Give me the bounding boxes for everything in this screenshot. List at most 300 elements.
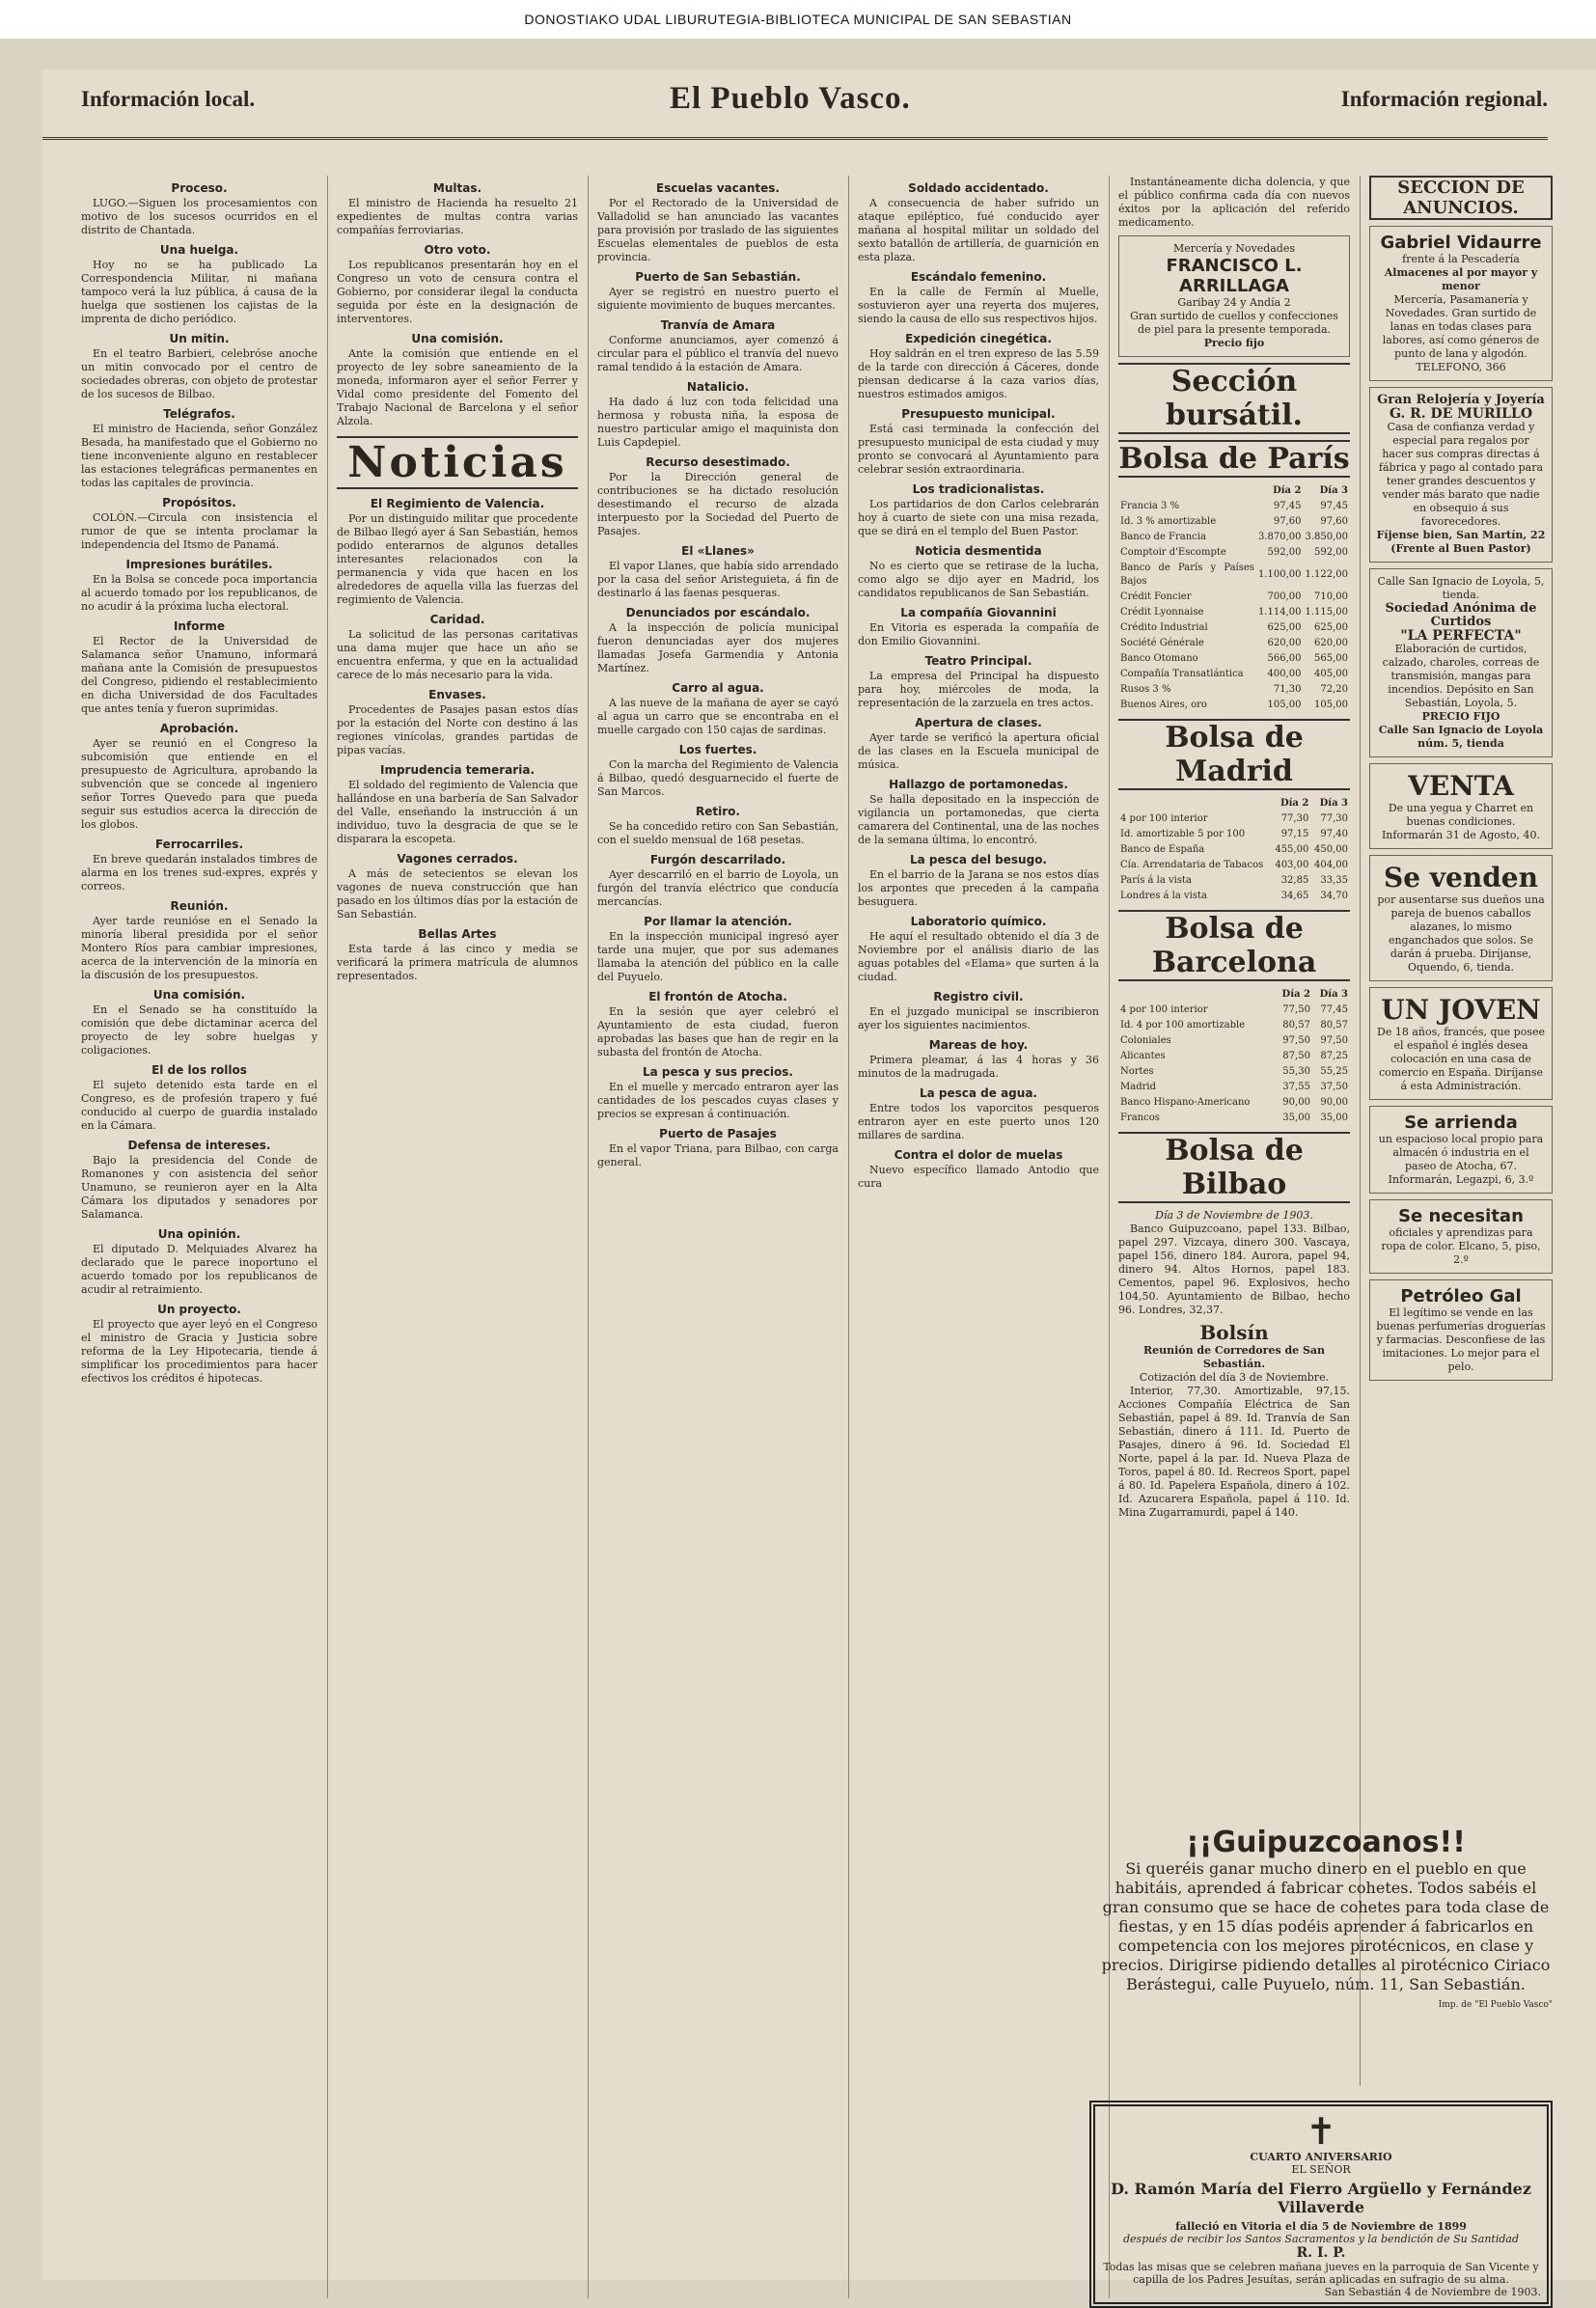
article-text: El vapor Llanes, que había sido arrendado por la casa del señor Aristeguieta, á fin de destinarlo á las faenas pesqueras. — [597, 560, 839, 599]
table-cell: 1.100,00 — [1257, 569, 1302, 580]
table-cell: 90,00 — [1320, 1097, 1348, 1108]
article-heading: Proceso. — [171, 181, 228, 195]
ad-vidaurre-sub: frente á la Pescadería — [1402, 253, 1520, 265]
table-cell: 97,15 — [1280, 829, 1309, 839]
table-cell: 97,50 — [1282, 1035, 1310, 1046]
article-text: En breve quedarán instalados timbres de alarma en los trenes sud-expres, exprés y correos. — [81, 853, 317, 893]
table-header-cell: Día 3 — [1319, 485, 1348, 496]
table-cell: Crédit Foncier — [1120, 591, 1192, 602]
table-cell: 35,00 — [1282, 1113, 1310, 1123]
table-cell: Alicantes — [1120, 1051, 1166, 1061]
bolsa-bilbao-text: Banco Guipuzcoano, papel 133. Bilbao, papel 297. Vizcaya, dinero 300. Vascaya, papel 156, dinero 184. Aurora, papel 94, dinero 94. Altos Hornos, papel 183. Cementos, papel 96. Explosivos, hecho 104,50. Ayuntamiento de Bilbao, hecho 96. Londres, 32,37. — [1118, 1223, 1350, 1316]
ad-murillo-name: G. R. DE MURILLO — [1389, 406, 1533, 422]
article-text: En el Senado se ha constituído la comisión que debe dictaminar acerca del proyecto de ley sobre huelgas y coligaciones. — [81, 1003, 317, 1057]
article-text: En el barrio de la Jarana se nos estos días los arpontes que preceden á la campaña besuguera. — [858, 868, 1099, 908]
article-text: Conforme anunciamos, ayer comenzó á circular para el público el tranvía del nuevo ramal tendido á la estación de Amara. — [597, 334, 839, 373]
guipuzcoanos-ad — [1099, 1826, 1553, 2086]
article-heading: Vagones cerrados. — [397, 852, 518, 866]
article-text: Está casi terminada la confección del presupuesto municipal de esta ciudad y muy pronto se convocará al Ayuntamiento para celebrar sesión extraordinaria. — [858, 423, 1099, 476]
table-cell: Nortes — [1120, 1066, 1154, 1077]
ad-se-arrienda — [1369, 1106, 1553, 1194]
table-row — [1118, 889, 1350, 904]
obituary-notice — [1089, 2101, 1553, 2308]
table-row — [1118, 620, 1350, 636]
bolsa-barcelona-heading: Bolsa de Barcelona — [1118, 910, 1350, 981]
table-cell: Banco de Francia — [1120, 532, 1206, 542]
table-cell: 97,45 — [1273, 501, 1302, 511]
table-header-cell: Día 3 — [1319, 989, 1348, 1000]
table-cell: 32,85 — [1280, 875, 1309, 886]
column-4 — [858, 176, 1099, 2279]
article-heading: El «Llanes» — [681, 544, 755, 558]
ad-merceria — [1118, 235, 1350, 357]
ad-murillo-address: Fíjense bien, San Martín, 22 (Frente al Buen Pastor) — [1376, 529, 1546, 555]
article-heading: Retiro. — [696, 805, 740, 818]
table-cell: 97,45 — [1320, 501, 1348, 511]
table-cell: 34,70 — [1320, 891, 1348, 901]
table-cell: 33,35 — [1320, 875, 1348, 886]
ad-merceria-address: Garibay 24 y Andía 2 — [1177, 296, 1291, 309]
cross-icon: ✝ — [1306, 2110, 1336, 2153]
article-text: El soldado del regimiento de Valencia que hallándose en una barbería de San Salvador del Valle, enseñando la instrucción á un individuo, tuvo la desgracia de que se le disparara la escopeta. — [337, 779, 578, 845]
ad-venta-title: VENTA — [1408, 770, 1514, 802]
article-heading: Una comisión. — [152, 988, 246, 1002]
article-text: Ayer se registró en nuestro puerto el siguiente movimiento de buques mercantes. — [597, 286, 839, 312]
column-2 — [337, 176, 578, 2279]
column-5 — [1118, 176, 1350, 2028]
table-cell: 105,00 — [1267, 700, 1302, 710]
article-heading: Expedición cinegética. — [905, 332, 1052, 345]
article-text: A las nueve de la mañana de ayer se cayó al agua un carro que se encontraba en el muelle cargado con 150 cajas de sardinas. — [597, 697, 839, 736]
article-heading: Por llamar la atención. — [644, 915, 792, 928]
table-cell: 4 por 100 interior — [1120, 813, 1208, 824]
imprenta-credit: Imp. de "El Pueblo Vasco" — [1438, 2000, 1553, 2010]
table-cell: Id. amortizable 5 por 100 — [1120, 829, 1246, 839]
article-text: Procedentes de Pasajes pasan estos días por la estación del Norte con destino á las regiones vinícolas, grandes partidas de pipas vacías. — [337, 703, 578, 756]
table-cell: 700,00 — [1267, 591, 1302, 602]
article-text: En el muelle y mercado entraron ayer las cantidades de los pescados cuyas clases y precios se expresan á continuación. — [597, 1081, 839, 1120]
article-text: No es cierto que se retirase de la lucha, como algo se dijo ayer en Madrid, los candidatos republicanos de San Sebastián. — [858, 560, 1099, 599]
table-header-cell: Día 2 — [1280, 798, 1309, 809]
ad-vidaurre-line: Almacenes al por mayor y menor — [1384, 266, 1538, 292]
table-cell: 77,30 — [1280, 813, 1309, 824]
table-cell: 4 por 100 interior — [1120, 1004, 1208, 1015]
column-rule — [327, 176, 328, 2298]
table-row — [1118, 530, 1350, 545]
table-cell: 77,30 — [1320, 813, 1348, 824]
table-cell: 105,00 — [1314, 700, 1348, 710]
guipuzcoanos-text: Si queréis ganar mucho dinero en el pueblo en que habitáis, aprended á fabricar cohetes. Todos sabéis el gran consumo que se hace de cohetes para toda clase de fiestas, y en 15 días podéis aprender á fabricarlos en competencia con los mejores pirotécnicos, en clase y precios. Dirigirse pidiendo detalles al pirotécnico Ciriaco Berástegui, calle Puyuelo, núm. 11, San Sebastián. — [1101, 1859, 1551, 1993]
table-cell: París á la vista — [1120, 875, 1192, 886]
article-text: En la sesión que ayer celebró el Ayuntamiento de esta ciudad, fueron aprobadas las bases que han de regir en la subasta del frontón de Atocha. — [597, 1005, 839, 1058]
table-cell: 1.114,00 — [1257, 607, 1302, 618]
article-heading: Furgón descarrilado. — [649, 853, 786, 866]
table-cell: Banco Otomano — [1120, 653, 1198, 664]
obit-died: falleció en Vitoria el día 5 de Noviembre de 1899 — [1175, 2220, 1467, 2233]
article-text: La empresa del Principal ha dispuesto para hoy, miércoles de moda, la representación de la zarzuela en tres actos. — [858, 670, 1099, 709]
table-cell: 450,00 — [1314, 844, 1348, 855]
table-row — [1118, 1111, 1350, 1126]
table-row — [1118, 1080, 1350, 1095]
table-row — [1118, 1018, 1350, 1033]
article-text: Ayer se reunió en el Congreso la subcomisión que entiende en el presupuesto de Agricultura, aprobando la subvención que se concede al ingeniero señor Torres Quevedo para que pueda seguir sus estudios acerca la dirección de los globos. — [81, 737, 317, 831]
article-heading: Denunciados por escándalo. — [625, 606, 811, 619]
table-cell: 37,50 — [1320, 1082, 1348, 1092]
table-row — [1118, 514, 1350, 530]
table-cell: 403,00 — [1275, 860, 1309, 870]
article-heading: Laboratorio químico. — [910, 915, 1047, 928]
table-cell: 55,25 — [1320, 1066, 1348, 1077]
article-heading: Otro voto. — [424, 243, 491, 257]
article-heading: Envases. — [428, 688, 486, 701]
article-heading: Apertura de clases. — [915, 716, 1042, 729]
ad-merceria-text: Gran surtido de cuellos y confecciones de piel para la presente temporada. — [1130, 310, 1338, 336]
table-cell: 80,57 — [1320, 1020, 1348, 1030]
article-text: Ha dado á luz con toda felicidad una hermosa y robusta niña, la esposa de nuestro particular amigo el maquinista don Luis Capdepiel. — [597, 396, 839, 449]
ad-la-perfecta-footer: Calle San Ignacio de Loyola núm. 5, tienda — [1378, 724, 1544, 750]
table-row — [1118, 561, 1350, 590]
table-cell: 3.850,00 — [1305, 532, 1348, 542]
article-heading: Reunión. — [170, 899, 229, 913]
table-cell: Banco Hispano-Americano — [1120, 1097, 1251, 1108]
table-row — [1118, 605, 1350, 620]
ad-un-joven-title: UN JOVEN — [1381, 994, 1541, 1026]
article-text: Ante la comisión que entiende en el proyecto de ley sobre saneamiento de la moneda, informaron ayer el señor Ferrer y Vidal como presidente del Fomento del Trabajo Nacional de Barcelona y el señor Alzola. — [337, 347, 578, 427]
table-row — [1118, 590, 1350, 605]
article-text: Ayer tarde se verificó la apertura oficial de las clases en la Escuela municipal de música. — [858, 731, 1099, 771]
article-heading: Un proyecto. — [157, 1303, 241, 1316]
table-header-cell — [1118, 987, 1275, 1003]
ad-se-venden-text: por ausentarse sus dueños una pareja de buenos caballos alazanes, lo mismo enganchados que solos. Se darán á prueba. Diríjanse, Oquendo, 6, tienda. — [1377, 893, 1545, 974]
article-text: En la inspección municipal ingresó ayer tarde una mujer, que por sus ademanes llamaba la atención del público en la calle del Puyuelo. — [597, 930, 839, 983]
anuncios-heading: SECCION DE ANUNCIOS. — [1369, 176, 1553, 220]
article-text: El proyecto que ayer leyó en el Congreso el ministro de Gracia y Justicia sobre reforma de la Ley Hipotecaria, tiende á simplificar los procedimientos para hacer efectivos los créditos é hipotecas. — [81, 1318, 317, 1385]
ad-petroleo-gal-text: El legítimo se vende en las buenas perfumerías droguerías y farmacias. Desconfiese de las imitaciones. Lo mejor para el pelo. — [1376, 1306, 1546, 1373]
table-cell: 710,00 — [1314, 591, 1348, 602]
table-row — [1118, 651, 1350, 667]
ad-un-joven-text: De 18 años, francés, que posee el español é inglés desea colocación en una casa de comercio en España. Diríjanse á esta Administración. — [1377, 1026, 1545, 1092]
table-cell: 625,00 — [1267, 622, 1302, 633]
article-text: Por un distinguido militar que procedente de Bilbao llegó ayer á San Sebastián, hemos podido enterarnos de algunos detalles interesantes relacionados con la permanencia y vida que hacen en los alrededores de aquella villa las fuerzas del regimiento de Valencia. — [337, 512, 578, 606]
article-text: En el juzgado municipal se inscribieron ayer los siguientes nacimientos. — [858, 1005, 1099, 1031]
article-heading: Aprobación. — [159, 722, 239, 735]
table-cell: Id. 3 % amortizable — [1120, 516, 1217, 527]
table-row — [1118, 811, 1350, 827]
article-heading: Una opinión. — [157, 1227, 241, 1241]
newspaper-title: El Pueblo Vasco. — [670, 81, 911, 116]
article-heading: Una comisión. — [411, 332, 504, 345]
article-heading: Escuelas vacantes. — [656, 181, 780, 195]
obit-senor: EL SEÑOR — [1291, 2163, 1351, 2176]
table-cell: 404,00 — [1314, 860, 1348, 870]
ad-merceria-title: Mercería y Novedades — [1172, 242, 1295, 255]
article-heading: Natalicio. — [686, 380, 750, 394]
article-text: LUGO.—Siguen los procesamientos con motivo de los sucesos ocurridos en el distrito de Chantada. — [81, 197, 317, 236]
table-cell: 71,30 — [1273, 684, 1302, 695]
article-text: Los republicanos presentarán hoy en el Congreso un voto de censura contra el Gobierno, por considerar ilegal la conducta seguida por éste en la designación de interventores. — [337, 259, 578, 325]
table-header-cell: Día 3 — [1319, 798, 1348, 809]
bolsin-heading: Bolsín — [1199, 1321, 1269, 1344]
article-text: Se ha concedido retiro con San Sebastián, con el sueldo mensual de 168 pesetas. — [597, 820, 839, 846]
table-cell: Rusos 3 % — [1120, 684, 1171, 695]
ad-la-perfecta-price: PRECIO FIJO — [1421, 710, 1500, 723]
table-cell: 77,50 — [1282, 1004, 1310, 1015]
article-heading: Multas. — [432, 181, 482, 195]
article-heading: Mareas de hoy. — [928, 1038, 1029, 1052]
table-cell: 34,65 — [1280, 891, 1309, 901]
table-cell: Société Générale — [1120, 638, 1204, 648]
bolsin-subheading: Reunión de Corredores de San Sebastián. — [1142, 1344, 1326, 1370]
article-heading: Los fuertes. — [678, 743, 757, 756]
article-text: El ministro de Hacienda ha resuelto 21 expedientes de multas contra varias compañías ferroviarias. — [337, 197, 578, 236]
column-3 — [597, 176, 839, 2279]
table-row — [1118, 698, 1350, 713]
library-banner: DONOSTIAKO UDAL LIBURUTEGIA-BIBLIOTECA MUNICIPAL DE SAN SEBASTIAN — [0, 0, 1596, 39]
ad-se-arrienda-title: Se arrienda — [1404, 1113, 1518, 1133]
ad-se-necesitan-title: Se necesitan — [1398, 1206, 1524, 1226]
article-heading: Informe — [173, 619, 226, 633]
ad-vidaurre-name: Gabriel Vidaurre — [1380, 233, 1542, 253]
ad-murillo-text: Casa de confianza verdad y especial para regalos por hacer sus compras directas á fábrica y pago al contado para tener grandes descuentos y vender más barato que nadie en obsequio á sus favorecedores. — [1378, 421, 1544, 528]
obit-date: San Sebastián 4 de Noviembre de 1903. — [1324, 2286, 1541, 2298]
article-heading: Impresiones burátiles. — [125, 558, 273, 571]
table-header-cell — [1118, 483, 1256, 499]
ad-murillo — [1369, 387, 1553, 563]
bolsa-bilbao-heading: Bolsa de Bilbao — [1118, 1132, 1350, 1203]
table-row — [1118, 1003, 1350, 1018]
table-row — [1118, 667, 1350, 682]
table-row — [1118, 858, 1350, 873]
table-cell: Londres á la vista — [1120, 891, 1207, 901]
bolsa-madrid-table — [1118, 796, 1350, 904]
table-cell: 37,55 — [1282, 1082, 1310, 1092]
table-cell: 97,40 — [1320, 829, 1348, 839]
obit-text: Todas las misas que se celebren mañana jueves en la parroquia de San Vicente y capilla de los Padres Jesuítas, serán aplicadas en sufragio de su alma. — [1103, 2261, 1539, 2286]
article-heading: Registro civil. — [933, 990, 1024, 1003]
table-cell: 87,50 — [1282, 1051, 1310, 1061]
article-heading: Recurso desestimado. — [646, 455, 790, 469]
article-heading: Hallazgo de portamonedas. — [889, 778, 1068, 791]
table-cell: 77,45 — [1320, 1004, 1348, 1015]
article-text: Esta tarde á las cinco y media se verificará la primera matrícula de alumnos representados. — [337, 943, 578, 982]
ad-petroleo-gal-title: Petróleo Gal — [1400, 1286, 1522, 1306]
table-cell: Comptoir d'Escompte — [1120, 547, 1226, 558]
article-text: Por la Dirección general de contribuciones se ha dictado resolución desestimando el recurso de alzada interpuesto por la Sociedad del Puerto de Pasajes. — [597, 471, 839, 537]
table-cell: 565,00 — [1314, 653, 1348, 664]
table-cell: Banco de París y Países Bajos — [1120, 563, 1254, 587]
article-heading: Bellas Artes — [418, 927, 497, 941]
article-text: COLÓN.—Circula con insistencia el rumor de que se intenta proclamar la independencia del Itsmo de Panamá. — [81, 511, 317, 551]
article-text: Hoy saldrán en el tren expreso de las 5.59 de la tarde con dirección á Cáceres, donde piensan dedicarse á la caza varios días, nuestros estimados amigos. — [858, 347, 1099, 400]
table-cell: 592,00 — [1314, 547, 1348, 558]
table-cell: 55,30 — [1282, 1066, 1310, 1077]
column-1 — [81, 176, 317, 2279]
article-heading: El Regimiento de Valencia. — [370, 497, 545, 510]
article-heading: Carro al agua. — [672, 681, 764, 695]
article-heading: Imprudencia temeraria. — [379, 763, 535, 777]
table-cell: 400,00 — [1267, 669, 1302, 679]
article-text: Hoy no se ha publicado La Correspondencia Militar, ni mañana tampoco verá la luz pública, á causa de la huelga que sostienen los cajistas de la imprenta de dicho periódico. — [81, 259, 317, 325]
article-text: A más de setecientos se elevan los vagones de nueva construcción que han pasado en los últimos días por la estación de San Sebastián. — [337, 867, 578, 920]
bolsa-bilbao-date: Día 3 de Noviembre de 1903. — [1155, 1209, 1313, 1222]
table-cell: Coloniales — [1120, 1035, 1171, 1046]
table-cell: 620,00 — [1314, 638, 1348, 648]
ad-se-venden — [1369, 855, 1553, 981]
ad-petroleo-gal — [1369, 1279, 1553, 1381]
masthead-left: Información local. — [81, 87, 256, 111]
article-text: A consecuencia de haber sufrido un ataque epiléptico, fué conducido ayer mañana al hospital militar un soldado del sexto batallón de artillería, de guarnición en esta plaza. — [858, 197, 1099, 263]
table-cell: Madrid — [1120, 1082, 1156, 1092]
table-cell: 80,57 — [1282, 1020, 1310, 1030]
table-cell: Francos — [1120, 1113, 1160, 1123]
table-cell: 97,60 — [1320, 516, 1348, 527]
seccion-bursatil-heading: Sección bursátil. — [1118, 363, 1350, 434]
article-heading: Caridad. — [429, 613, 485, 626]
table-cell: Cía. Arrendataria de Tabacos — [1120, 860, 1264, 870]
table-header-cell: Día 2 — [1281, 989, 1310, 1000]
article-heading: Ferrocarriles. — [154, 838, 244, 851]
table-cell: 405,00 — [1314, 669, 1348, 679]
article-heading: Noticia desmentida — [915, 544, 1042, 558]
article-text: Nuevo específico llamado Antodio que cura — [858, 1164, 1099, 1190]
ad-venta — [1369, 763, 1553, 849]
bolsa-madrid-heading: Bolsa de Madrid — [1118, 719, 1350, 790]
article-text: En el teatro Barbieri, celebróse anoche un mitin convocado por el centro de sociedades obreras, con objeto de protestar de los sucesos de Bilbao. — [81, 347, 317, 400]
table-cell: 1.115,00 — [1305, 607, 1348, 618]
ad-un-joven — [1369, 987, 1553, 1100]
ad-murillo-title: Gran Relojería y Joyería — [1377, 393, 1545, 407]
bolsa-paris-table — [1118, 483, 1350, 713]
table-row — [1118, 842, 1350, 858]
article-heading: Los tradicionalistas. — [912, 482, 1045, 496]
ad-se-necesitan — [1369, 1199, 1553, 1274]
ad-vidaurre — [1369, 226, 1553, 381]
obit-heading: CUARTO ANIVERSARIO — [1250, 2151, 1392, 2163]
table-row — [1118, 1033, 1350, 1049]
article-text: Por el Rectorado de la Universidad de Valladolid se han anunciado las vacantes para provisión por traslado de las siguientes Escuelas elementales de pueblos de esta provincia. — [597, 197, 839, 263]
table-row — [1118, 636, 1350, 651]
obit-rip: R. I. P. — [1296, 2245, 1346, 2261]
table-row — [1118, 873, 1350, 889]
ad-se-arrienda-text: un espacioso local propio para almacén ó industria en el paseo de Atocha, 67. Informarán, Legazpi, 6, 3.º — [1378, 1133, 1544, 1186]
table-cell: 90,00 — [1282, 1097, 1310, 1108]
article-heading: Telégrafos. — [163, 407, 235, 421]
article-heading: Puerto de San Sebastián. — [635, 270, 801, 284]
article-text: En la Bolsa se concede poca importancia al acuerdo tomado por los republicanos, de no acudir á la próxima lucha electoral. — [81, 573, 317, 613]
article-text: En Vitoria es esperada la compañía de don Emilio Giovannini. — [858, 621, 1099, 647]
article-text: Ayer descarriló en el barrio de Loyola, un furgón del tranvía eléctrico que conducía mercancías. — [597, 868, 839, 908]
table-header-cell: Día 2 — [1273, 485, 1302, 496]
table-cell: Id. 4 por 100 amortizable — [1120, 1020, 1246, 1030]
column-rule — [848, 176, 849, 2298]
article-text: Los partidarios de don Carlos celebrarán hoy á cuarto de siete con una misa rezada, que se dirá en el templo del Buen Pastor. — [858, 498, 1099, 537]
guipuzcoanos-title: ¡¡Guipuzcoanos!! — [1186, 1826, 1466, 1859]
table-cell: Compañía Transatlántica — [1120, 669, 1244, 679]
table-cell: 3.870,00 — [1257, 532, 1302, 542]
obit-after: después de recibir los Santos Sacramentos y la bendición de Su Santidad — [1123, 2233, 1519, 2245]
article-text: Ayer tarde reunióse en el Senado la minoría liberal presidida por el señor Montero Ríos para cambiar impresiones, acerca de la intervención de la minoría en la discusión de los presupuestos. — [81, 915, 317, 981]
table-cell: 592,00 — [1267, 547, 1302, 558]
article-heading: Teatro Principal. — [924, 654, 1032, 668]
table-header-cell — [1118, 796, 1272, 811]
ad-vidaurre-text: Mercería, Pasamanería y Novedades. Gran surtido de lanas en todas clases para labores, así como géneros de punto de lana y algodón. — [1382, 293, 1540, 360]
article-heading: La pesca del besugo. — [909, 853, 1047, 866]
table-cell: 625,00 — [1314, 622, 1348, 633]
masthead-right: Información regional. — [1340, 87, 1548, 111]
bolsin-text: Interior, 77,30. Amortizable, 97,15. Acciones Compañía Eléctrica de San Sebastián, papel á 89. Id. Tranvía de San Sebastián, dinero á 111. Id. Puerto de Pasajes, dinero á 96. Id. Sociedad El Norte, papel á la par. Id. Nueva Plaza de Toros, papel á 80. Id. Recreos Sport, papel á 80. Id. Papelera Española, dinero á 102. Id. Azucarera Española, papel á 110. Id. Mina Zugarramurdi, papel á 140. — [1118, 1385, 1350, 1519]
article-heading: La pesca y sus precios. — [642, 1065, 793, 1079]
article-text: El sujeto detenido esta tarde en el Congreso, es de profesión trapero y fué conducido al cuerpo de guardia instalado en la Cámara. — [81, 1079, 317, 1132]
table-row — [1118, 1095, 1350, 1111]
table-cell: Crédit Lyonnaise — [1120, 607, 1204, 618]
ad-venta-text: De una yegua y Charret en buenas condiciones. Informarán 31 de Agosto, 40. — [1381, 802, 1541, 841]
article-text: En el vapor Triana, para Bilbao, con carga general. — [597, 1142, 839, 1168]
ad-se-necesitan-text: oficiales y aprendizas para ropa de color. Elcano, 5, piso, 2.º — [1381, 1226, 1541, 1266]
table-row — [1118, 827, 1350, 842]
article-heading: Contra el dolor de muelas — [894, 1148, 1063, 1162]
ad-la-perfecta — [1369, 568, 1553, 757]
obit-name: D. Ramón María del Fierro Argüello y Fernández Villaverde — [1111, 2180, 1531, 2216]
table-cell: 97,60 — [1273, 516, 1302, 527]
table-row — [1118, 682, 1350, 698]
article-heading: La pesca de agua. — [920, 1086, 1037, 1100]
article-text: Entre todos los vaporcitos pesqueros entraron ayer en este puerto unos 120 millares de sardina. — [858, 1102, 1099, 1141]
article-heading: Tranvía de Amara — [660, 318, 776, 332]
article-text: Con la marcha del Regimiento de Valencia á Bilbao, quedó desguarnecido el fuerte de San Marcos. — [597, 758, 839, 798]
column-rule — [588, 176, 589, 2298]
article-text: El Rector de la Universidad de Salamanca señor Unamuno, informará mañana ante la Comisión de presupuestos del Congreso, pidiendo el restablecimiento en dicha Universidad de dos Facultades que antes tenía y fueron suprimidas. — [81, 635, 317, 715]
article-heading: El de los rollos — [151, 1063, 247, 1077]
article-text: El ministro de Hacienda, señor González Besada, ha manifestado que el Gobierno no tiene inconveniente alguno en restablecer las estaciones telegráficas permanentes en todas las capitales de provincia. — [81, 423, 317, 489]
ad-se-venden-title: Se venden — [1384, 862, 1538, 893]
article-text: Bajo la presidencia del Conde de Romanones y con asistencia del señor Unamuno, se reunieron ayer en la Alta Cámara los diputados y senadores por Salamanca. — [81, 1154, 317, 1221]
table-cell: 87,25 — [1320, 1051, 1348, 1061]
article-heading: Puerto de Pasajes — [659, 1127, 777, 1140]
ad-la-perfecta-address: Calle San Ignacio de Loyola, 5, tienda. — [1377, 575, 1545, 601]
table-cell: Francia 3 % — [1120, 501, 1180, 511]
article-heading: Presupuesto municipal. — [901, 407, 1056, 421]
noticias-heading: Noticias — [337, 436, 578, 489]
article-heading: El frontón de Atocha. — [648, 990, 787, 1003]
article-text: Se halla depositado en la inspección de vigilancia un portamonedas, que cierta camarera del Continental, una de las noches de la semana última, lo encontró. — [858, 793, 1099, 846]
table-cell: 1.122,00 — [1305, 569, 1348, 580]
bolsin-date: Cotización del día 3 de Noviembre. — [1139, 1371, 1330, 1384]
article-text: La solicitud de las personas caritativas una dama mujer que hace un año se encuentra enferma, y que en la actualidad carece de lo más necesario para la vida. — [337, 628, 578, 681]
table-cell: 35,00 — [1320, 1113, 1348, 1123]
article-text: En la calle de Fermín al Muelle, sostuvieron ayer una reyerta dos mujeres, siendo la causa de ello sus respectivos hijos. — [858, 286, 1099, 325]
ad-merceria-price: Precio fijo — [1203, 337, 1265, 349]
article-text: A la inspección de policía municipal fueron denunciadas ayer dos mujeres llamadas Josefa Garmendia y Antonia Martínez. — [597, 621, 839, 674]
article-heading: Soldado accidentado. — [908, 181, 1049, 195]
bolsa-barcelona-table — [1118, 987, 1350, 1126]
table-row — [1118, 499, 1350, 514]
article-heading: Propósitos. — [162, 496, 236, 509]
table-cell: 620,00 — [1267, 638, 1302, 648]
table-cell: Banco de España — [1120, 844, 1205, 855]
article-heading: Defensa de intereses. — [127, 1139, 271, 1152]
newspaper-page — [42, 69, 1596, 2298]
table-cell: Buenos Aires, oro — [1120, 700, 1207, 710]
col5-intro: Instantáneamente dicha dolencia, y que el público confirma cada día con nuevos éxitos por la aplicación del referido medicamento. — [1118, 176, 1350, 229]
ad-la-perfecta-name: "LA PERFECTA" — [1400, 628, 1522, 644]
table-cell: 72,20 — [1320, 684, 1348, 695]
ad-vidaurre-tel: TELEFONO, 366 — [1416, 361, 1506, 373]
article-heading: Escándalo femenino. — [910, 270, 1047, 284]
masthead — [42, 69, 1548, 140]
table-cell: 97,50 — [1320, 1035, 1348, 1046]
column-6 — [1369, 176, 1553, 2086]
ad-la-perfecta-title: Sociedad Anónima de Curtidos — [1385, 601, 1537, 629]
